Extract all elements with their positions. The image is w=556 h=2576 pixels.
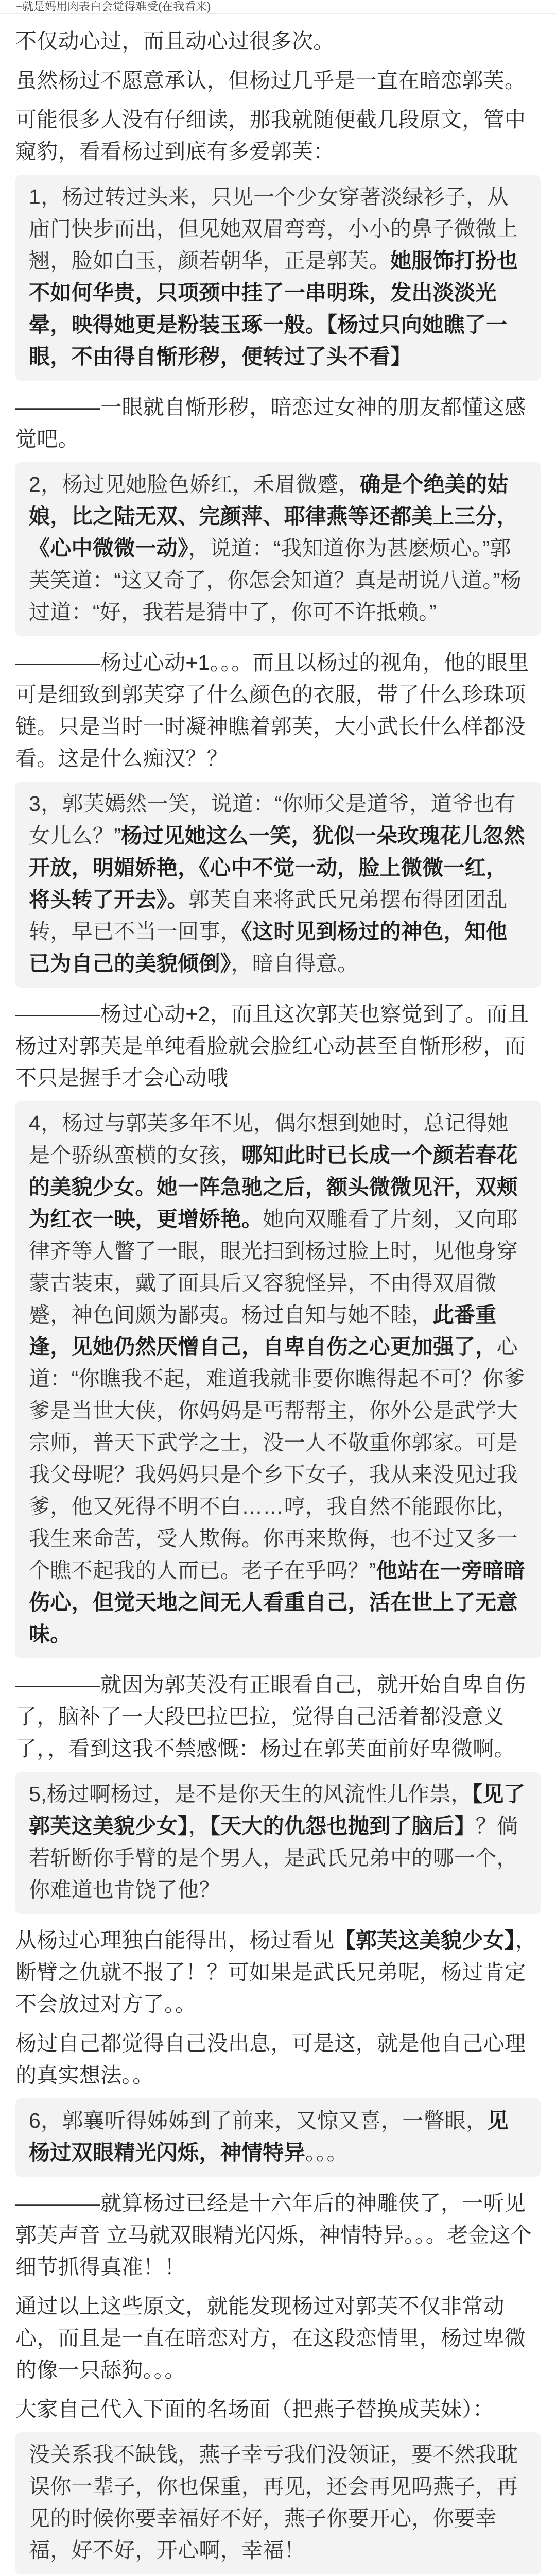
quote-5-normal-c: ？倘若斩断你手臂的是个男人，是武氏兄弟中的哪一个，你难道也肯饶了他？ [29,1814,518,1902]
scene-intro: 大家自己代入下面的名场面（把燕子替换成芙妹）： [15,2397,494,2421]
quote-card-2 [15,462,541,636]
quote-card-6 [15,2098,541,2177]
top-bar-clipped-text: ~就是妈用肉表白会觉得难受(在我看来) [0,0,556,14]
commentary-7: ————就算杨过已经是十六年后的神雕侠了，一听见郭芙声音 立马就双眼精光闪烁，神情特异。。。老金这个细节抓得真准！！ [15,2191,532,2279]
quote-6-bold: 见杨过双眼精光闪烁，神情特异 [29,2109,509,2164]
quote-4-bold-b: 此番重逢，见她仍然厌憎自己，自卑自伤之心更加强了， [29,1303,497,1359]
quote-4-normal-d: 心道：“你瞧我不起，难道我就非要你瞧得起不可？你爹爹是当世大侠，你妈妈是丐帮帮主，你外公是武学大宗师，普天下武学之士，没一人不敬重你郭家。可是我父母呢？我妈妈只是个乡下女子，我从来没见过我爹，他又死得不明不白……哼，我自然不能跟你比，我生来命苦，受人欺侮。你再来欺侮，也不过又多一个瞧不起我的人而已。老子在乎吗？” [29,1335,525,1582]
quote-text-3 [29,788,527,979]
conclusion: 通过以上这些原文，就能发现杨过对郭芙不仅非常动心，而且是一直在暗恋对方，在这段恋情里，杨过卑微的像一只舔狗。。。 [15,2294,526,2382]
quote-4-normal-a: 4，杨过与郭芙多年不见，偶尔想到她时，总记得她是个骄纵蛮横的女孩， [29,1111,509,1167]
commentary-5-bold: 【郭芙这美貌少女】 [334,1928,515,1952]
quote-text-4 [29,1107,527,1650]
quote-1-bold: 她服饰打扮也不如何华贵，只项颈中挂了一串明珠，发出淡淡光晕，映得她更是粉装玉琢一般。【杨过只向她瞧了一眼，不由得自惭形秽，便转过了头不看】 [29,249,518,368]
commentary-5 [15,1924,541,2020]
commentary-3: ————杨过心动+2，而且这次郭芙也察觉到了。而且杨过对郭芙是单纯看脸就会脸红心动甚至自惭形秽，而不只是握手才会心动哦 [15,1002,529,1090]
commentary-5-a: 从杨过心理独白能得出，杨过看见 [15,1928,335,1952]
quote-4-normal-c: 杨过自知与她不睦， [241,1303,433,1327]
quote-1-normal: 1，杨过转过头来，只见一个少女穿著淡绿衫子，从庙门快步而出，但见她双眉弯弯，小小的鼻子微微上翘，脸如白玉，颜若朝华，正是郭芙。 [29,185,518,273]
commentary-6: 杨过自己都觉得自己没出息，可是这，就是他自己心理的真实想法。。 [15,2031,526,2087]
quote-card-1 [15,175,541,381]
quote-card-4 [15,1101,541,1658]
commentary-1: ————一眼就自惭形秽，暗恋过女神的朋友都懂这感觉吧。 [15,395,526,451]
quote-3-normal-c: ，暗自得意。 [231,952,359,975]
quote-4-normal-b: 她向双雕看了片刻，又向耶律齐等人瞥了一眼，眼光扫到杨过脸上时，见他身穿蒙古装束，戴了面具后又容貌怪异，不由得双眉微蹙，神色间颇为鄙夷。 [29,1207,518,1327]
quote-2-bold: 确是个绝美的姑娘，比之陆无双、完颜萍、耶律燕等还都美上三分，《心中微微一动》 [29,472,518,560]
quote-4-bold-a: 哪知此时已长成一个颜若春花的美貌少女。她一阵急驰之后，额头微微见汗，双颊为红衣一映，更增娇艳。 [29,1143,518,1231]
quote-text-1 [29,181,527,372]
quote-4-bold-c: 他站在一旁暗暗伤心，但觉天地之间无人看重自己，活在世上了无意味。 [29,1558,525,1646]
scene-text-1: 没关系我不缺钱，燕子幸亏我们没领证，要不然我耽误你一辈子，你也保重，再见，还会再见吗燕子，再见的时候你要幸福好不好，燕子你要开心，你要幸福，好不好，开心啊，幸福！ [29,2443,518,2562]
quote-card-5 [15,1772,541,1914]
quote-3-normal-a: 3，郭芙嫣然一笑，说道：“你师父是道爷，道爷也有女儿么？” [29,792,516,848]
quote-3-normal-b: 郭芙自来将武氏兄弟摆布得团团乱转，早已不当一回事， [29,888,508,943]
commentary-2: ————杨过心动+1。。。而且以杨过的视角，他的眼里可是细致到郭芙穿了什么颜色的衣服，带了什么珍珠项链。只是当时一时凝神瞧着郭芙，大小武长什么样都没看。这是什么痴汉？？ [15,651,529,770]
quote-2-normal-b: ，说道：“我知道你为甚麽烦心。”郭芙笑道：“这又奇了，你怎会知道？真是胡说八道。”杨过道：“好，我若是猜中了，你可不许抵赖。” [29,536,522,624]
quote-6-normal-a: 6，郭襄听得姊姊到了前来，又惊又喜，一瞥眼， [29,2109,488,2132]
quote-card-3 [15,782,541,988]
quote-5-bold-b: 【天大的仇怨也抛到了脑后】 [210,1814,476,1838]
quote-5-bold-a: 【见了郭芙这美貌少女】 [29,1782,526,1838]
quote-text-6 [29,2105,527,2168]
quote-card-7 [15,2432,541,2574]
quote-3-bold-b: 《这时见到杨过的神色，知他已为自己的美貌倾倒》 [29,920,508,975]
quote-2-normal-a: 2，杨过见她脸色娇红，禾眉微蹙， [29,472,360,496]
commentary-4: ————就因为郭芙没有正眼看自己，就开始自卑自伤了，脑补了一大段巴拉巴拉，觉得自己活着都没意义了，，看到这我不禁感慨：杨过在郭芙面前好卑微啊。 [15,1673,526,1760]
paragraph-2: 虽然杨过不愿意承认，但杨过几乎是一直在暗恋郭芙。 [15,69,526,92]
commentary-5-b: ，断臂之仇就不报了！？可如果是武氏兄弟呢，杨过肯定不会放过对方了。。 [15,1928,537,2016]
quote-text-2 [29,468,527,628]
quote-6-normal-b: 。。。 [305,2141,348,2164]
quote-3-bold-a: 杨过见她这么一笑，犹似一朵玫瑰花儿忽然开放，明媚娇艳，《心中不觉一动，脸上微微一红，将头转了开去》。 [29,824,525,911]
paragraph-1: 不仅动心过，而且动心过很多次。 [15,29,335,53]
paragraph-3: 可能很多人没有仔细读，那我就随便截几段原文，管中窥豹，看看杨过到底有多爱郭芙： [15,108,526,163]
post-content [0,14,556,2576]
quote-5-normal-b: ， [188,1814,210,1838]
quote-text-5 [29,1778,527,1906]
quote-5-normal-a: 5,杨过啊杨过，是不是你天生的风流性儿作祟， [29,1782,472,1806]
